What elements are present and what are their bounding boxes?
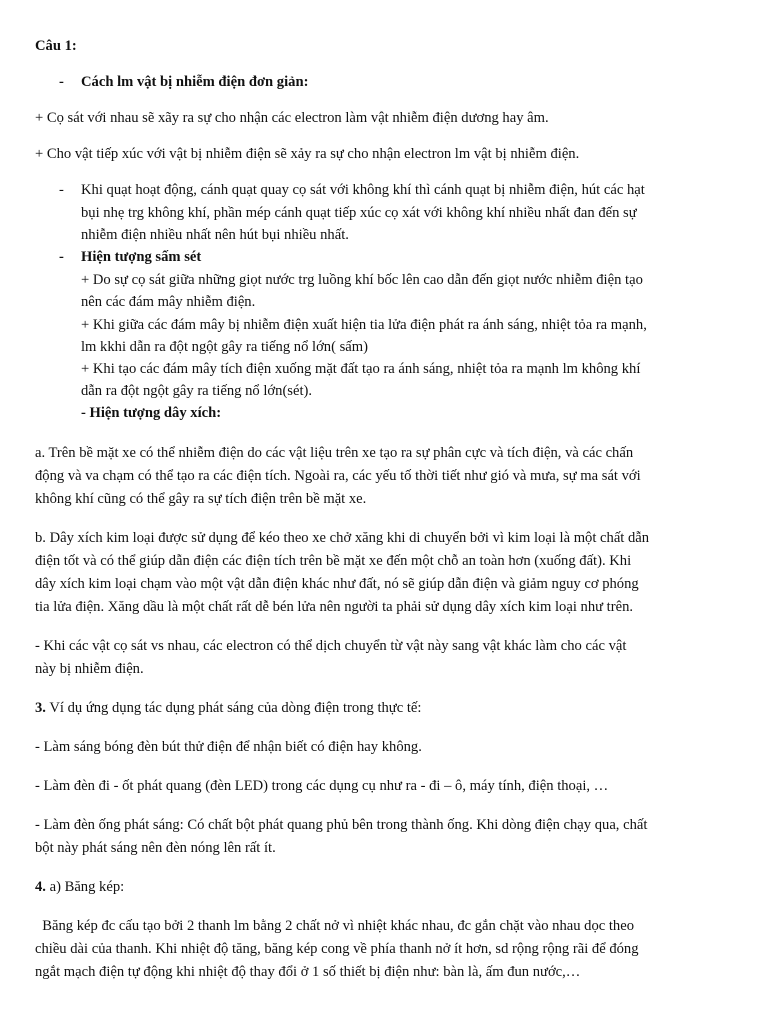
question-number: 4. <box>35 879 46 895</box>
paragraph-line: Khi quạt hoạt động, cánh quạt quay cọ sát với không khí thì cánh quạt bị nhiễm điện, hút các hạt <box>81 182 645 198</box>
paragraph-line: dẫn ra đột ngột gây ra tiếng nổ lớn(sét). <box>81 383 313 399</box>
paragraph-line: a. Trên bề mặt xe có thể nhiễm điện do các vật liệu trên xe tạo ra sự phân cực và tích điện, và các chấn <box>35 445 634 461</box>
paragraph-line: nên các đám mây nhiễm điện. <box>81 294 256 310</box>
question-text: a) Băng kép: <box>45 879 125 895</box>
heading-chain: - Hiện tượng dây xích: <box>81 405 222 421</box>
paragraph-line: động và va chạm có thể tạo ra các điện tích. Ngoài ra, các yếu tố thời tiết như gió và mưa, sự ma sát với <box>35 468 641 484</box>
paragraph-line: điện tốt và có thể giúp dẫn điện các điện tích trên bề mặt xe đến một chỗ an toàn hơn (xuống đất). Khi <box>35 553 632 569</box>
paragraph-line: tia lửa điện. Xăng dầu là một chất rất dễ bén lửa nên người ta phải sử dụng dây xích kim loại như trên. <box>35 599 634 615</box>
dash-bullet: - <box>59 249 64 265</box>
paragraph-line: ngắt mạch điện tự động khi nhiệt độ thay đổi ở 1 số thiết bị điện như: bàn là, ấm đun nước,… <box>35 964 581 980</box>
paragraph-line: + Khi tạo các đám mây tích điện xuống mặt đất tạo ra ánh sáng, nhiệt tỏa ra mạnh lm không khí <box>81 361 641 377</box>
paragraph-line: bột này phát sáng nên đèn nóng lên rất ít. <box>35 840 276 856</box>
list-item: - Làm đèn đi - ốt phát quang (đèn LED) trong các dụng cụ như ra - đi – ô, máy tính, điện thoại, … <box>35 778 609 794</box>
paragraph-line: + Do sự cọ sát giữa những giọt nước trg luồng khí bốc lên cao dẫn đến giọt nước nhiễm điện tạo <box>81 272 643 288</box>
dash-bullet: - <box>59 182 64 198</box>
paragraph-line: bụi nhẹ trg không khí, phần mép cánh quạt tiếp xúc cọ xát với không khí nhiều nhất đan đến sự <box>81 205 637 221</box>
paragraph-line: dây xích kim loại chạm vào một vật dẫn điện khác như đất, nó sẽ giúp dẫn điện và giảm nguy cơ phóng <box>35 576 639 592</box>
paragraph-line: - Làm đèn ống phát sáng: Có chất bột phát quang phủ bên trong thành ống. Khi dòng điện chạy qua, chất <box>35 817 648 833</box>
heading-charging-methods: Cách lm vật bị nhiễm điện đơn giản: <box>81 74 309 90</box>
section-title-q4 <box>35 877 124 897</box>
paragraph-line: - Khi các vật cọ sát vs nhau, các electron có thể dịch chuyển từ vật này sang vật khác làm cho các vật <box>35 638 627 654</box>
list-item: - Làm sáng bóng đèn bút thử điện để nhận biết có điện hay không. <box>35 739 422 755</box>
section-title-q3 <box>35 698 421 718</box>
paragraph-line: Băng kép đc cấu tạo bởi 2 thanh lm bằng 2 chất nở vì nhiệt khác nhau, đc gắn chặt vào nhau dọc theo <box>35 918 635 934</box>
paragraph-line: lm kkhi dẫn ra đột ngột gây ra tiếng nổ lớn( sấm) <box>81 339 368 355</box>
question-number: 3. <box>35 700 46 716</box>
paragraph-line: nhiễm điện nhiều nhất nên hút bụi nhiều nhất. <box>81 227 349 243</box>
paragraph-line: + Cọ sát với nhau sẽ xãy ra sự cho nhận các electron làm vật nhiễm điện dương hay âm. <box>35 110 549 126</box>
section-title-cau1: Câu 1: <box>35 38 77 54</box>
paragraph-line: không khí cũng có thể gây ra sự tích điện trên bề mặt xe. <box>35 491 367 507</box>
dash-bullet: - <box>59 74 64 90</box>
paragraph-line: này bị nhiễm điện. <box>35 661 144 677</box>
heading-lightning: Hiện tượng sấm sét <box>81 249 202 265</box>
paragraph-line: b. Dây xích kim loại được sử dụng để kéo theo xe chở xăng khi di chuyển bởi vì kim loại là một chất dẫn <box>35 530 650 546</box>
paragraph-line: + Khi giữa các đám mây bị nhiễm điện xuất hiện tia lửa điện phát ra ánh sáng, nhiệt tỏa ra mạnh, <box>81 317 647 333</box>
paragraph-line: chiều dài của thanh. Khi nhiệt độ tăng, băng kép cong về phía thanh nở ít hơn, sd rộng rộng rãi để đóng <box>35 941 639 957</box>
question-text: Ví dụ ứng dụng tác dụng phát sáng của dòng điện trong thực tế: <box>45 700 422 716</box>
paragraph-line: + Cho vật tiếp xúc với vật bị nhiễm điện sẽ xảy ra sự cho nhận electron lm vật bị nhiễm điện. <box>35 146 580 162</box>
